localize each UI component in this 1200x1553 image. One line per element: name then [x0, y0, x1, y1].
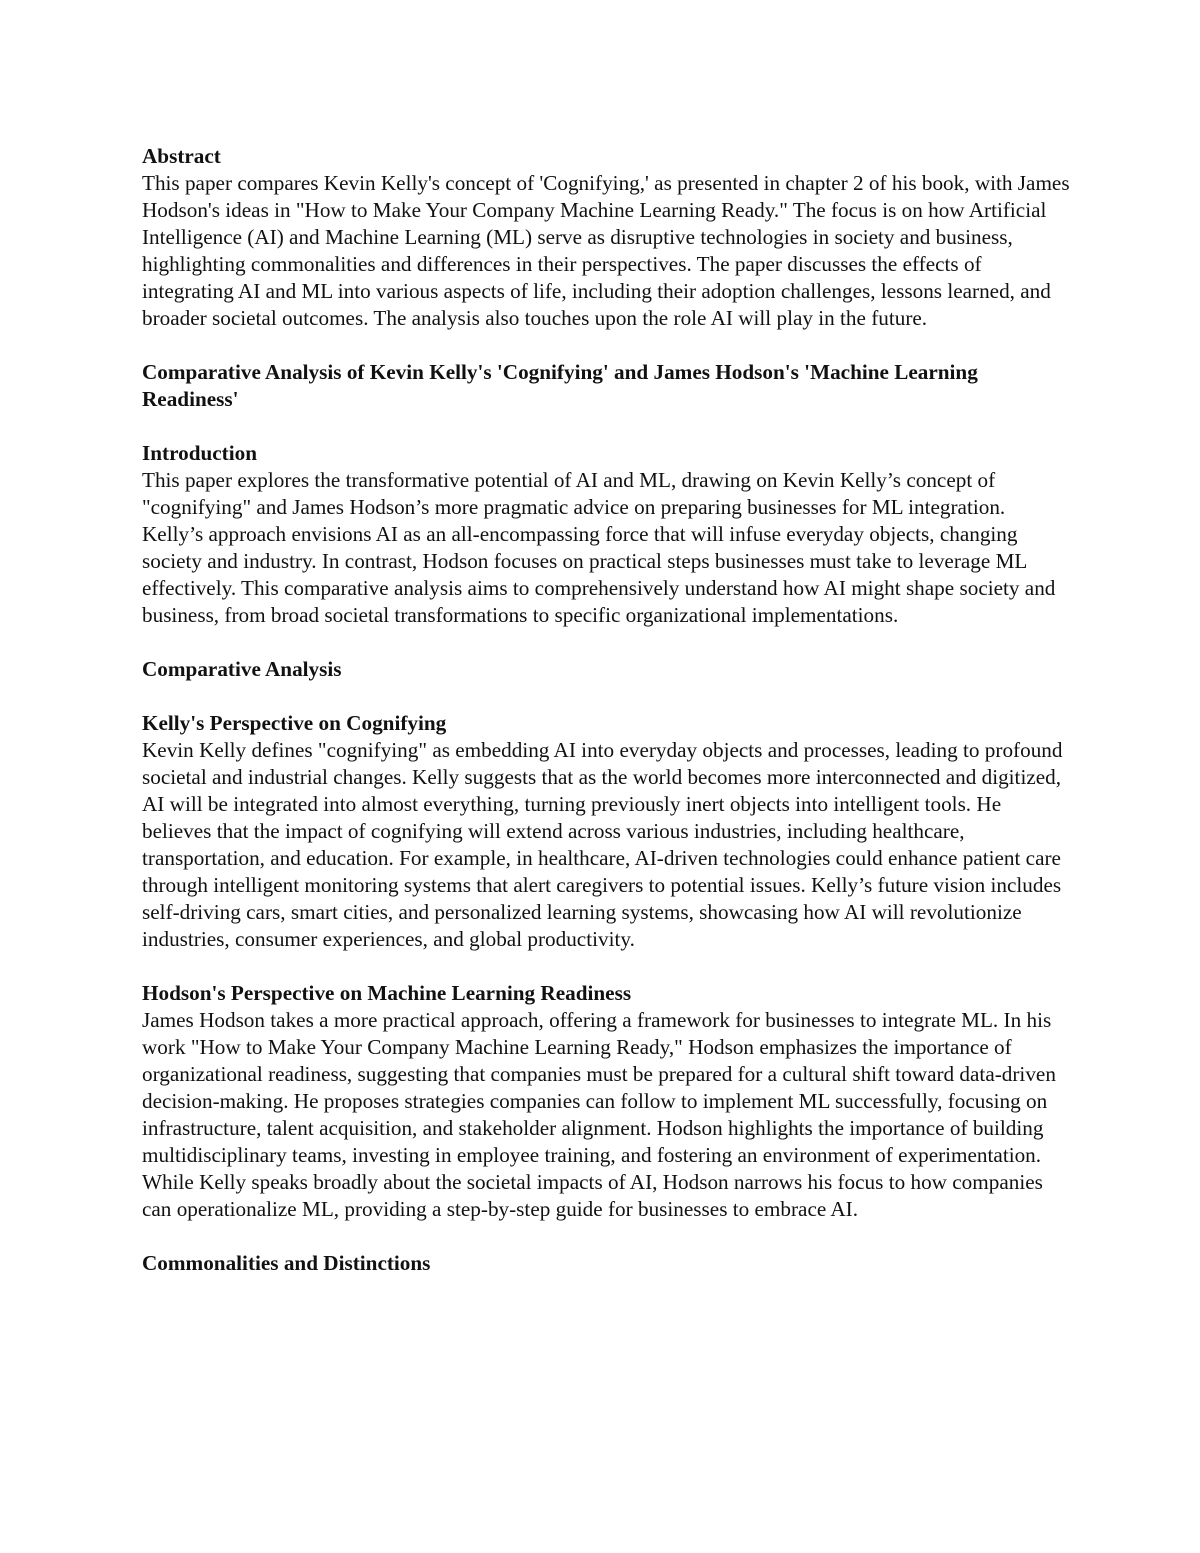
comparative-analysis-section — [142, 656, 1070, 683]
title-section — [142, 359, 1070, 413]
kelly-body: Kevin Kelly defines "cognifying" as embedding AI into everyday objects and processes, leading to profound societal and industrial changes. Kelly suggests that as the world becomes more interconnected and digitized, AI will be integrated into almost everything, turning previously inert objects into intelligent tools. He believes that the impact of cognifying will extend across various industries, including healthcare, transportation, and education. For example, in healthcare, AI-driven technologies could enhance patient care through intelligent monitoring systems that alert caregivers to potential issues. Kelly’s future vision includes self-driving cars, smart cities, and personalized learning systems, showcasing how AI will revolutionize industries, consumer experiences, and global productivity. — [142, 738, 1063, 951]
paper-title: Comparative Analysis of Kevin Kelly's 'Cognifying' and James Hodson's 'Machine Learning Readiness' — [142, 360, 978, 411]
commonalities-section — [142, 1250, 1070, 1277]
kelly-section — [142, 710, 1070, 953]
abstract-heading: Abstract — [142, 144, 221, 168]
abstract-section — [142, 143, 1070, 332]
comparative-analysis-heading: Comparative Analysis — [142, 657, 342, 681]
abstract-body: This paper compares Kevin Kelly's concept of 'Cognifying,' as presented in chapter 2 of his book, with James Hodson's ideas in "How to Make Your Company Machine Learning Ready." The focus is on how Artificial Intelligence (AI) and Machine Learning (ML) serve as disruptive technologies in society and business, highlighting commonalities and differences in their perspectives. The paper discusses the effects of integrating AI and ML into various aspects of life, including their adoption challenges, lessons learned, and broader societal outcomes. The analysis also touches upon the role AI will play in the future. — [142, 171, 1070, 330]
kelly-heading: Kelly's Perspective on Cognifying — [142, 711, 447, 735]
introduction-section — [142, 440, 1070, 629]
document-page — [142, 143, 1070, 1304]
hodson-heading: Hodson's Perspective on Machine Learning Readiness — [142, 981, 632, 1005]
hodson-section — [142, 980, 1070, 1223]
commonalities-heading: Commonalities and Distinctions — [142, 1251, 431, 1275]
introduction-heading: Introduction — [142, 441, 257, 465]
introduction-body: This paper explores the transformative potential of AI and ML, drawing on Kevin Kelly’s concept of "cognifying" and James Hodson’s more pragmatic advice on preparing businesses for ML integration. Kelly’s approach envisions AI as an all-encompassing force that will infuse everyday objects, changing society and industry. In contrast, Hodson focuses on practical steps businesses must take to leverage ML effectively. This comparative analysis aims to comprehensively understand how AI might shape society and business, from broad societal transformations to specific organizational implementations. — [142, 468, 1056, 627]
hodson-body: James Hodson takes a more practical approach, offering a framework for businesses to integrate ML. In his work "How to Make Your Company Machine Learning Ready," Hodson emphasizes the importance of organizational readiness, suggesting that companies must be prepared for a cultural shift toward data-driven decision-making. He proposes strategies companies can follow to implement ML successfully, focusing on infrastructure, talent acquisition, and stakeholder alignment. Hodson highlights the importance of building multidisciplinary teams, investing in employee training, and fostering an environment of experimentation. While Kelly speaks broadly about the societal impacts of AI, Hodson narrows his focus to how companies can operationalize ML, providing a step-by-step guide for businesses to embrace AI. — [142, 1008, 1056, 1221]
